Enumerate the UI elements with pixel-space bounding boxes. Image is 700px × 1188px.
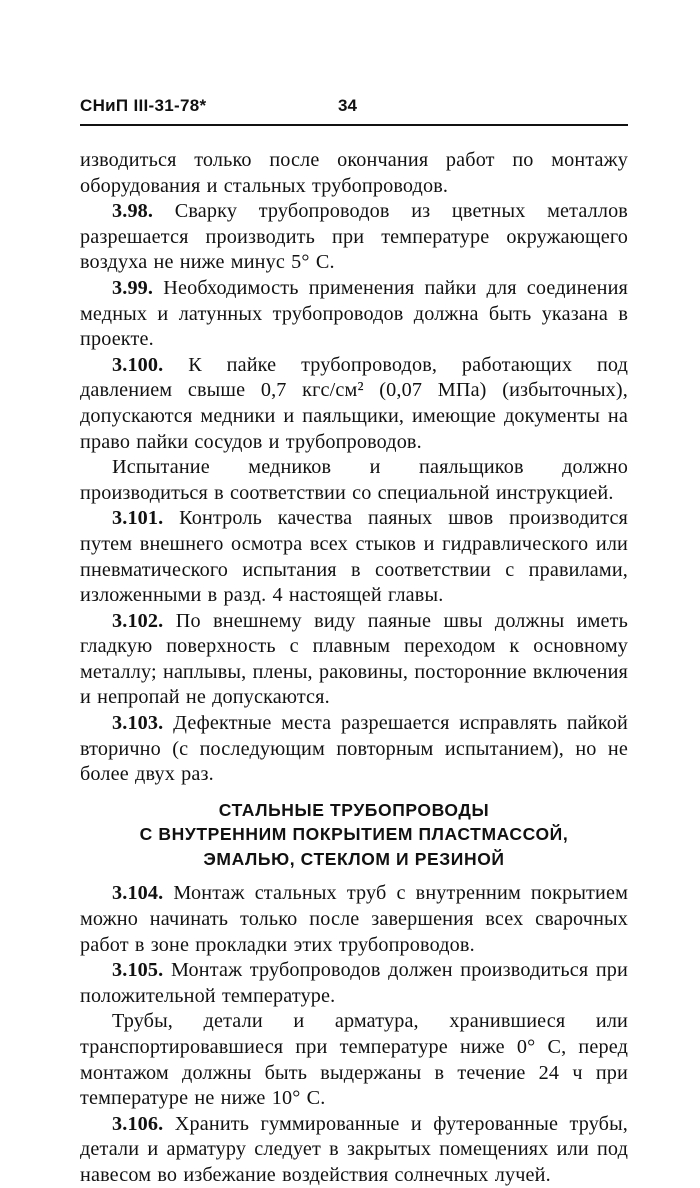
clause-number: 3.99. xyxy=(112,276,154,299)
clause-3-102 xyxy=(80,609,628,711)
clause-3-106 xyxy=(80,1112,628,1188)
paragraph-storage-temperature xyxy=(80,1009,628,1111)
clause-text: Необходимость применения пайки для соединения медных и латунных трубопроводов должна быть указана в проекте. xyxy=(80,276,628,351)
clause-number: 3.98. xyxy=(112,200,154,223)
clause-number: 3.102. xyxy=(112,609,164,632)
section-heading-line: С ВНУТРЕННИМ ПОКРЫТИЕМ ПЛАСТМАССОЙ, xyxy=(139,824,569,845)
clause-text: Хранить гуммированные и футерованные трубы, детали и арматуру следует в закрытых помещениях или под навесом во избежание воздействия солнечных лучей. xyxy=(80,1112,628,1186)
section-heading-line: ЭМАЛЬЮ, СТЕКЛОМ И РЕЗИНОЙ xyxy=(203,848,505,869)
clause-text: Дефектные места разрешается исправлять пайкой вторично (с последующим повторным испытанием), но не более двух раз. xyxy=(80,712,628,786)
clause-text: Контроль качества паяных швов производится путем внешнего осмотра всех стыков и гидравлического или пневматического испытания в соответствии с правилами, изложенными в разд. 4 настоящей главы. xyxy=(80,507,628,607)
header-rule xyxy=(80,124,628,126)
clause-number: 3.104. xyxy=(112,882,164,905)
page-header xyxy=(80,96,628,124)
clause-3-104 xyxy=(80,881,628,958)
clause-3-103 xyxy=(80,711,628,788)
clause-text: Монтаж трубопроводов должен производиться при положительной температуре. xyxy=(80,959,628,1007)
section-heading-line: СТАЛЬНЫЕ ТРУБОПРОВОДЫ xyxy=(218,799,490,820)
clause-number: 3.103. xyxy=(112,712,164,735)
clause-3-99 xyxy=(80,276,628,353)
paragraph-testing xyxy=(80,455,628,506)
clause-number: 3.101. xyxy=(112,507,164,530)
clause-3-98 xyxy=(80,199,628,276)
page-number: 34 xyxy=(338,96,357,115)
paragraph-continuation: изводиться только после окончания работ по монтажу оборудования и стальных трубопроводов. xyxy=(80,149,628,197)
paragraph-text: Испытание медников и паяльщиков должно производиться в соответствии со специальной инструкцией. xyxy=(80,456,628,504)
section-heading xyxy=(80,798,628,872)
clause-text: К пайке трубопроводов, работающих под давлением свыше 0,7 кгс/см² (0,07 МПа) (избыточных), допускаются медники и паяльщики, имеющие документы на право пайки сосудов и трубопроводов. xyxy=(80,353,628,453)
page-body xyxy=(80,148,628,1188)
clause-number: 3.100. xyxy=(112,353,164,376)
clause-number: 3.106. xyxy=(112,1112,164,1135)
paragraph-text: Трубы, детали и арматура, хранившиеся или транспортировавшиеся при температуре ниже 0° С, перед монтажом должны быть выдержаны в течение 24 ч при температуре не ниже 10° С. xyxy=(80,1010,628,1110)
clause-3-105 xyxy=(80,958,628,1009)
clause-text: По внешнему виду паяные швы должны иметь гладкую поверхность с плавным переходом к основному металлу; наплывы, плены, раковины, посторонние включения и непропай не допускаются. xyxy=(80,609,628,709)
document-id: СНиП III-31-78* xyxy=(80,96,207,115)
clause-text: Монтаж стальных труб с внутренним покрытием можно начинать только после завершения всех сварочных работ в зоне прокладки этих трубопроводов. xyxy=(80,882,628,956)
clause-3-100 xyxy=(80,353,628,455)
clause-3-101 xyxy=(80,506,628,608)
clause-number: 3.105. xyxy=(112,959,164,982)
clause-text: Сварку трубопроводов из цветных металлов разрешается производить при температуре окружающего воздуха не ниже минус 5° С. xyxy=(80,200,628,274)
